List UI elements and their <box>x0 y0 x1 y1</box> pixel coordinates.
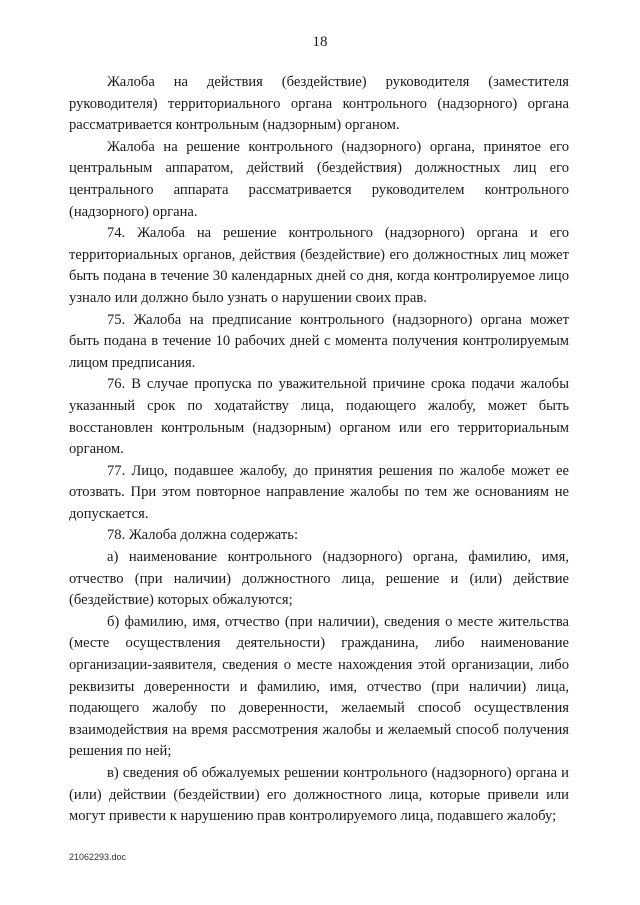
document-body <box>69 72 569 828</box>
paragraph: Жалоба на действия (бездействие) руководителя (заместителя руководителя) территориального органа контрольного (надзорного) органа рассматривается контрольным (надзорным) органом. <box>69 74 569 134</box>
subitem-b: б) фамилию, имя, отчество (при наличии), сведения о месте жительства (месте осуществления деятельности) гражданина, либо наименование организации-заявителя, сведения о месте нахождения этой организации, либо реквизиты доверенности и фамилию, имя, отчество (при наличии) лица, подающего жалобу по доверенности, желаемый способ осуществления взаимодействия на время рассмотрения жалобы и желаемый способ получения решения по ней; <box>69 613 569 760</box>
subitem-a: а) наименование контрольного (надзорного) органа, фамилию, имя, отчество (при наличии) должностного лица, решение и (или) действие (бездействие) которых обжалуются; <box>69 549 569 609</box>
paragraph-item-75: 75. Жалоба на предписание контрольного (надзорного) органа может быть подана в течение 10 рабочих дней с момента получения контролируемым лицом предписания. <box>69 311 569 371</box>
page-number: 18 <box>312 34 328 50</box>
subitem-v: в) сведения об обжалуемых решении контрольного (надзорного) органа и (или) действии (бездействии) его должностного лица, которые привели или могут привести к нарушению прав контролируемого лица, подавшего жалобу; <box>69 765 569 825</box>
paragraph-item-78: 78. Жалоба должна содержать: <box>107 527 298 544</box>
paragraph: Жалоба на решение контрольного (надзорного) органа, принятое его центральным аппаратом, действий (бездействия) должностных лиц его центрального аппарата рассматривается руководителем контрольного (надзорного) органа. <box>69 138 569 220</box>
paragraph-item-74: 74. Жалоба на решение контрольного (надзорного) органа и его территориальных органов, действия (бездействие) его должностных лиц может быть подана в течение 30 календарных дней со дня, когда контролируемое лицо узнало или должно было узнать о нарушении своих прав. <box>69 225 569 306</box>
paragraph-item-77: 77. Лицо, подавшее жалобу, до принятия решения по жалобе может ее отозвать. При этом повторное направление жалобы по тем же основаниям не допускается. <box>69 462 569 522</box>
paragraph-item-76: 76. В случае пропуска по уважительной причине срока подачи жалобы указанный срок по ходатайству лица, подающего жалобу, может быть восстановлен контрольным (надзорным) органом или его территориальным органом. <box>69 376 569 458</box>
file-name-footer: 21062293.doc <box>69 852 127 862</box>
